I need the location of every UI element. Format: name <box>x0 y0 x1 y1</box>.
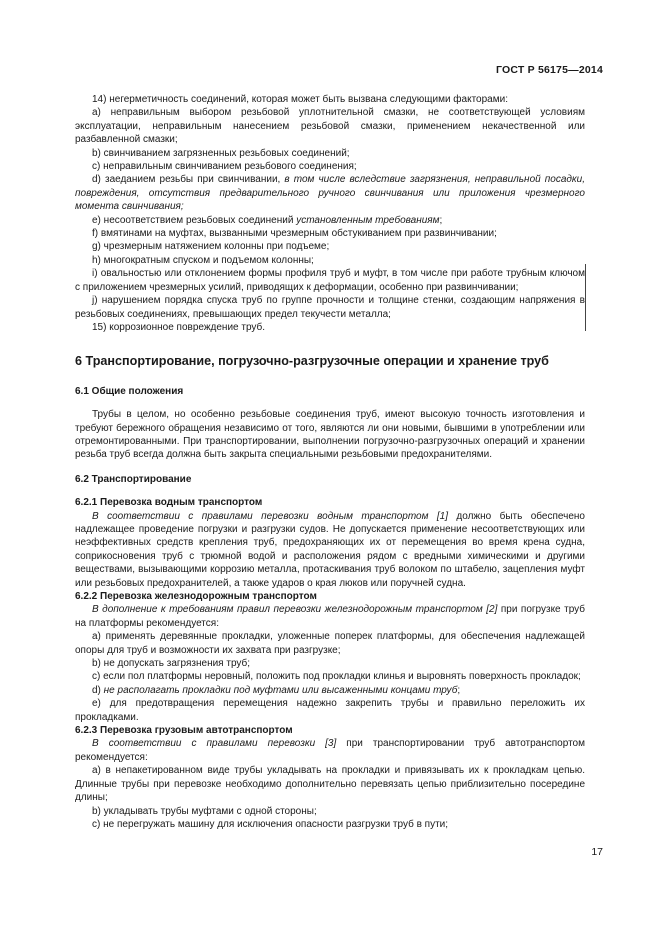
page-number: 17 <box>591 846 603 858</box>
section-6-1-text: Трубы в целом, но особенно резьбовые соединения труб, имеют высокую точность изготовления и требуют бережного обращения независимо от того, являются ли они новыми, бывшими в употреблении или отремонтированными. При транспортировании, выполнении погрузочно-разгрузочных операций и хранении резьба труб всегда должна быть закрыта специальными резьбовыми предохранителями. <box>75 409 585 461</box>
section-6-2-3-item-c: c) не перегружать машину для исключения опасности разгрузки труб в пути; <box>92 818 449 830</box>
sub-item-d-text: d) заеданием резьбы при свинчивании, <box>92 174 285 186</box>
sub-item-e-text: e) несоответствием резьбовых соединений <box>92 214 297 226</box>
section-6-2-3-item-b: b) укладывать трубы муфтами с одной стороны; <box>92 805 317 817</box>
section-6-1-title-text: 6.1 Общие положения <box>75 385 184 397</box>
sub-item-c: c) неправильным свинчиванием резьбового соединения; <box>92 161 357 173</box>
section-6-2-1-title: 6.2.1 Перевозка водным транспортом <box>75 497 263 509</box>
section-6-1-title <box>75 385 585 398</box>
list-item-15: 15) коррозионное повреждение труб. <box>92 321 266 333</box>
change-bar <box>585 264 586 331</box>
standard-header: ГОСТ Р 56175—2014 <box>495 64 603 76</box>
section-6-2-2-body: при погрузке труб на платформы рекомендуется: <box>75 604 585 629</box>
sub-item-d <box>75 173 585 213</box>
sub-item-g: g) чрезмерным натяжением колонны при подъеме; <box>92 241 330 253</box>
section-6-2-1-text <box>75 510 585 590</box>
sub-item-e <box>75 214 585 227</box>
sub-item-i: i) овальностью или отклонением формы профиля труб и муфт, в том числе при работе трубным ключом с приложением чрезмерных усилий, приводящих к деформации, особенно при развинчивании; <box>75 268 585 293</box>
section-6-2-2-item-e: e) для предотвращения перемещения надежно закрепить трубы и правильно переложить их прокладками. <box>75 698 585 723</box>
section-6-2-2-text <box>75 603 585 630</box>
section-6-title: 6 Транспортирование, погрузочно-разгрузочные операции и хранение труб <box>75 354 549 369</box>
list-item-14: 14) негерметичность соединений, которая может быть вызвана следующими факторами: <box>92 94 508 105</box>
section-6-2-2-item-b: b) не допускать загрязнения труб; <box>92 658 251 670</box>
page-content <box>75 93 585 831</box>
sub-item-b: b) свинчиванием загрязненных резьбовых соединений; <box>92 147 350 159</box>
sub-item-j: j) нарушением порядка спуска труб по группе прочности и толщине стенки, создающим напряжения в резьбовых соединениях, превышающих предел текучести металла; <box>75 295 585 320</box>
section-6-2-2-item-d-italic: не располагать прокладки под муфтами или высаженными концами труб <box>103 684 458 696</box>
section-6-2-1-body: должно быть обеспечено надлежащее проведение погрузки и разгрузки судов. Не допускается применение несоответствующих или неэффективных средств крепления труб, предохраняющих их от перемещения во время крена судна, соприкосновения труб с трюмной водой и расположения рядом с вредными химическими и другими веществами, вызывающими коррозию металла, протаскивания труб волоком по штабелю, зацепления муфт или резьбовых предохранителей, а также ударов о края люков или поручней судна. <box>75 510 585 589</box>
section-6-2-2-item-d-text: d) <box>92 684 104 696</box>
section-6-2-3-italic: В соответствии с правилами перевозки [3] <box>92 738 337 750</box>
sub-item-h: h) многократным спуском и подъемом колонны; <box>92 254 314 266</box>
sub-item-a: a) неправильным выбором резьбовой уплотнительной смазки, не соответствующей условиям эксплуатации, неправильным нанесением резьбовой смазки, применением некачественной или разбавленной смазки; <box>75 107 585 146</box>
section-6-2-2-item-a: a) применять деревянные прокладки, уложенные поперек платформы, для обеспечения надлежащей опоры для труб и возможности их захвата при разгрузке; <box>75 631 585 656</box>
sub-item-f: f) вмятинами на муфтах, вызванными чрезмерным обстукиванием при развинчивании; <box>92 228 497 240</box>
sub-item-e-end: ; <box>439 214 443 226</box>
section-6-2-3-item-a: a) в непакетированном виде трубы укладывать на прокладки и привязывать их к прокладкам цепью. Длинные трубы при перевозке необходимо дополнительно перевязать цепью приблизительно посередине длины; <box>75 765 585 804</box>
section-6-2-3-text <box>75 737 585 764</box>
section-6-2-3-body: при транспортировании труб автотранспортом рекомендуется: <box>75 738 585 763</box>
sub-item-e-italic: установленным требованиям <box>296 214 440 226</box>
sub-item-d-italic: в том числе вследствие загрязнения, неправильной посадки, повреждения, отсутствия предварительного ручного свинчивания или приложения чрезмерного момента свинчивания; <box>75 174 585 213</box>
section-6-2-2-title: 6.2.2 Перевозка железнодорожным транспортом <box>75 591 317 602</box>
section-6-2-title: 6.2 Транспортирование <box>75 473 192 485</box>
section-6-2-2-item-c: c) если пол платформы неровный, положить под прокладки клинья и выровнять поверхность прокладок; <box>92 671 581 683</box>
section-6-2-2-item-d-end: ; <box>457 684 461 696</box>
section-6-2-2-italic: В дополнение к требованиям правил перевозки железнодорожным транспортом [2] <box>92 604 498 616</box>
section-6-2-1-italic: В соответствии с правилами перевозки водным транспортом [1] <box>92 510 448 522</box>
section-6-2-2-item-d <box>75 684 585 697</box>
section-6-2-3-title: 6.2.3 Перевозка грузовым автотранспортом <box>75 725 293 737</box>
